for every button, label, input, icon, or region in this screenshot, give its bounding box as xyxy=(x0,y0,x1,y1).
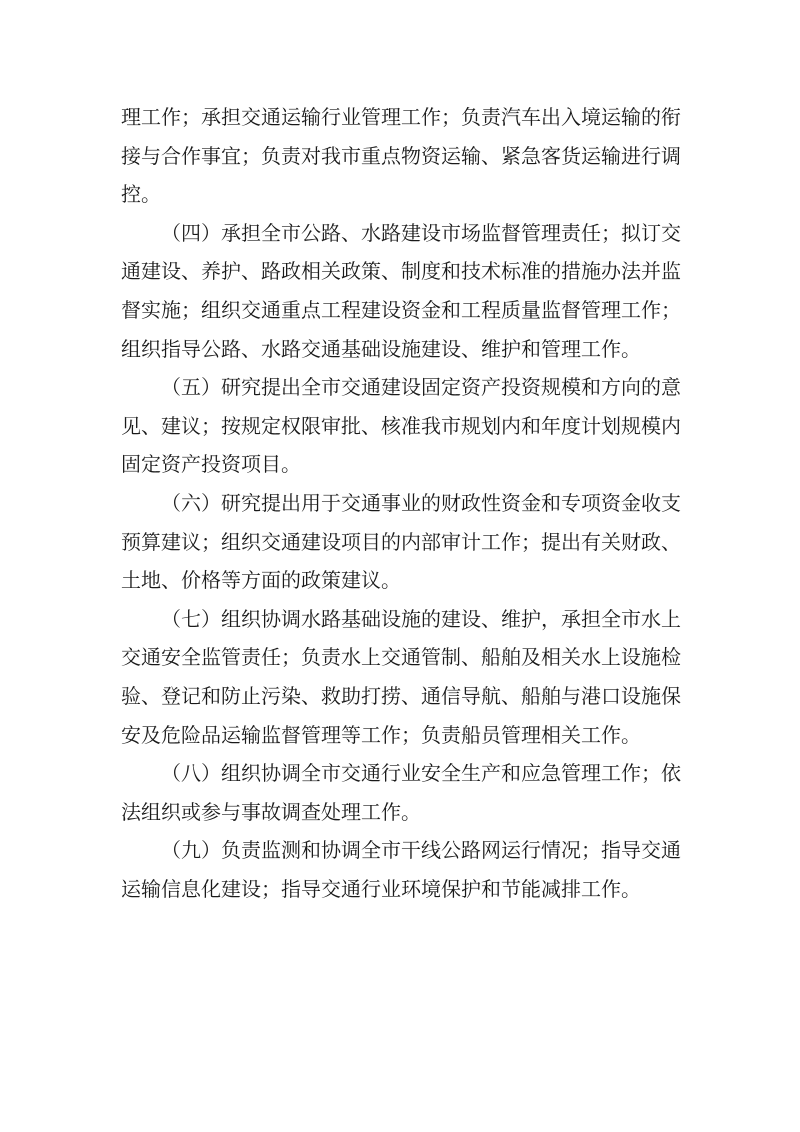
paragraph-continuation: 理工作；承担交通运输行业管理工作；负责汽车出入境运输的衔接与合作事宜；负责对我市重点物资运输、紧急客货运输进行调控。 xyxy=(121,105,681,207)
paragraph-item-4: （四）承担全市公路、水路建设市场监督管理责任；拟订交通建设、养护、路政相关政策、制度和技术标准的措施办法并监督实施；组织交通重点工程建设资金和工程质量监督管理工作；组织指导公路、水路交通基础设施建设、维护和管理工作。 xyxy=(121,220,681,361)
paragraph-item-9: （九）负责监测和协调全市干线公路网运行情况；指导交通运输信息化建设；指导交通行业环境保护和节能减排工作。 xyxy=(121,838,681,901)
paragraph-item-8: （八）组织协调全市交通行业安全生产和应急管理工作；依法组织或参与事故调查处理工作。 xyxy=(121,761,681,824)
document-body xyxy=(121,98,681,908)
paragraph-item-6: （六）研究提出用于交通事业的财政性资金和专项资金收支预算建议；组织交通建设项目的内部审计工作；提出有关财政、土地、价格等方面的政策建议。 xyxy=(121,490,681,593)
paragraph-item-7: （七）组织协调水路基础设施的建设、维护，承担全市水上交通安全监管责任；负责水上交通管制、船舶及相关水上设施检验、登记和防止污染、救助打捞、通信导航、船舶与港口设施保安及危险品运输监督管理等工作；负责船员管理相关工作。 xyxy=(121,606,681,747)
paragraph-item-5: （五）研究提出全市交通建设固定资产投资规模和方向的意见、建议；按规定权限审批、核准我市规划内和年度计划规模内固定资产投资项目。 xyxy=(121,375,681,477)
